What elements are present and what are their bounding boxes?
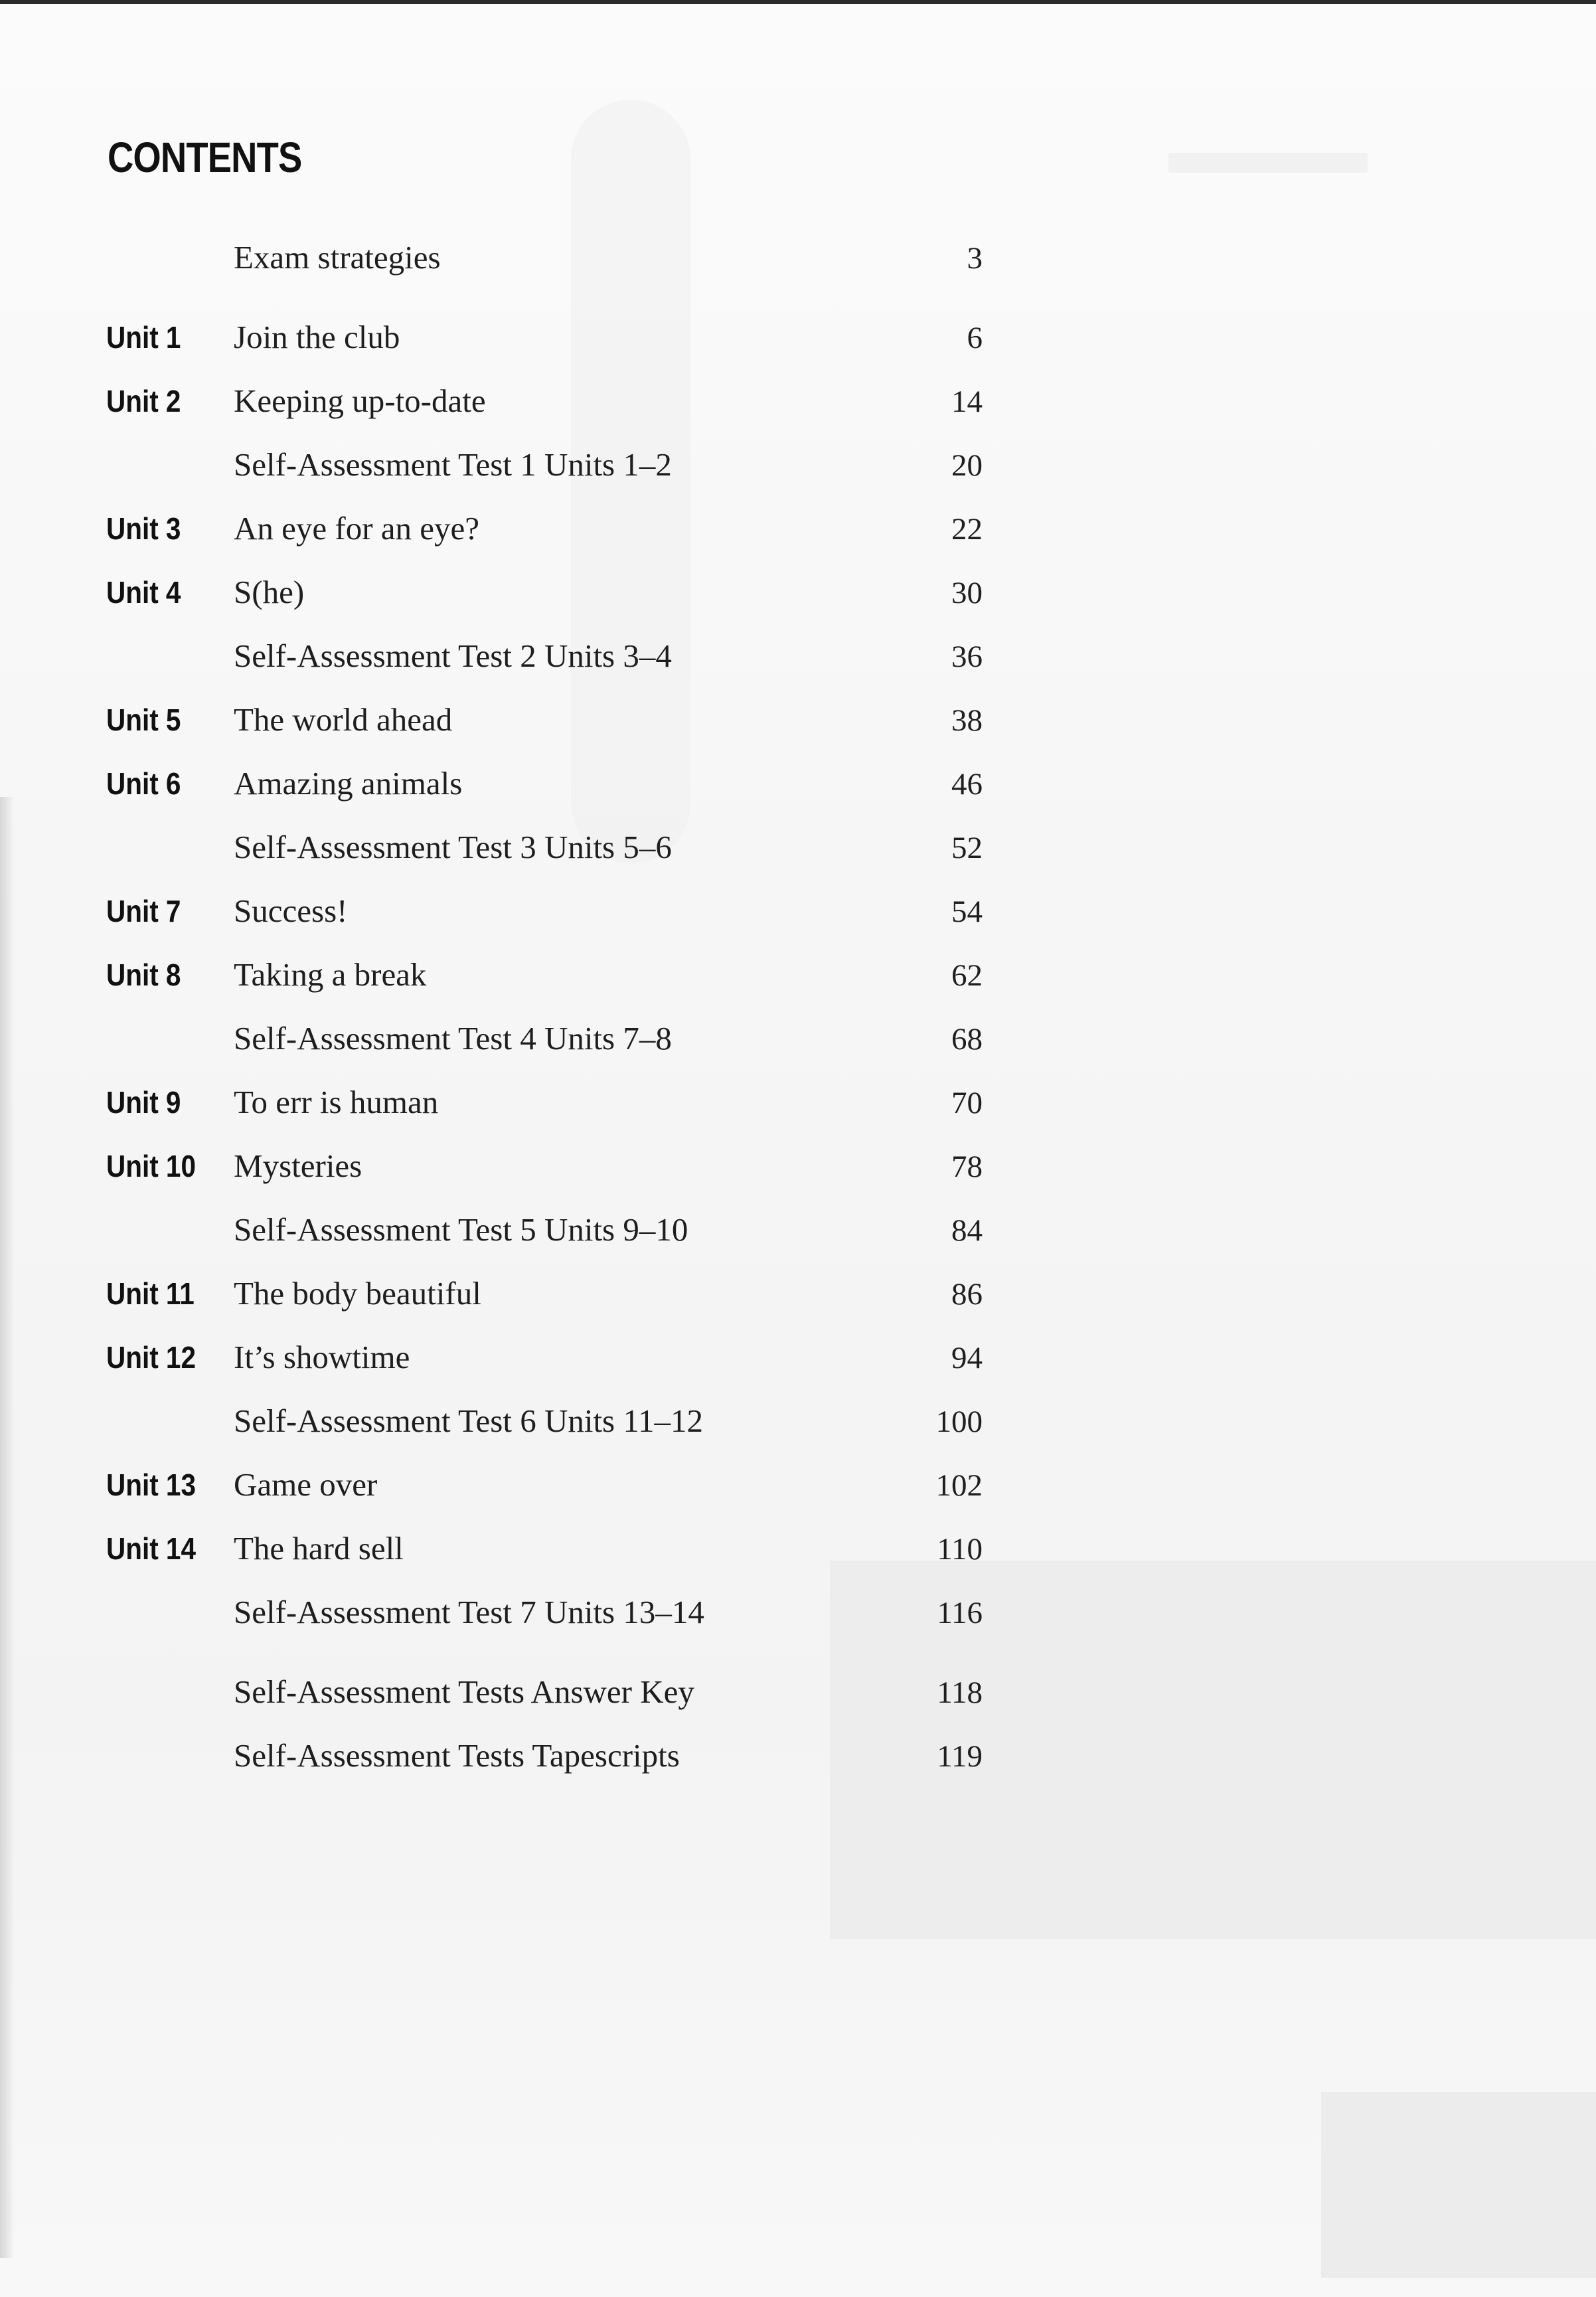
toc-entry bbox=[106, 1453, 983, 1517]
toc-entry bbox=[106, 497, 983, 560]
page-number: 14 bbox=[951, 384, 983, 419]
table-of-contents bbox=[106, 226, 983, 1788]
toc-entry bbox=[106, 879, 983, 943]
scan-top-edge bbox=[0, 0, 1596, 4]
unit-label: Unit 11 bbox=[106, 1276, 195, 1311]
entry-title: Self-Assessment Test 3 Units 5–6 bbox=[234, 829, 672, 865]
toc-entry bbox=[106, 560, 983, 624]
page-number: 20 bbox=[951, 448, 983, 483]
page-number: 30 bbox=[951, 576, 983, 610]
unit-label: Unit 1 bbox=[106, 320, 181, 355]
entry-title: Self-Assessment Test 7 Units 13–14 bbox=[234, 1594, 704, 1630]
unit-label: Unit 6 bbox=[106, 766, 181, 801]
page-number: 62 bbox=[951, 958, 983, 993]
toc-entry bbox=[106, 1325, 983, 1389]
unit-label: Unit 10 bbox=[106, 1149, 196, 1183]
entry-title: Taking a break bbox=[234, 956, 427, 993]
toc-entry bbox=[106, 1262, 983, 1325]
toc-entry bbox=[106, 369, 983, 433]
unit-label: Unit 2 bbox=[106, 384, 181, 418]
page-number: 78 bbox=[951, 1149, 983, 1184]
page-title: CONTENTS bbox=[108, 133, 302, 181]
entry-title: Keeping up-to-date bbox=[234, 383, 486, 419]
page-number: 94 bbox=[951, 1341, 983, 1375]
entry-title: Self-Assessment Test 6 Units 11–12 bbox=[234, 1403, 704, 1439]
toc-entry bbox=[106, 305, 983, 369]
entry-title: Join the club bbox=[234, 319, 400, 355]
page-number: 54 bbox=[951, 894, 983, 929]
toc-entry bbox=[106, 943, 983, 1007]
page-number: 38 bbox=[951, 703, 983, 738]
entry-title: Self-Assessment Tests Tapescripts bbox=[234, 1737, 680, 1774]
unit-label: Unit 5 bbox=[106, 703, 181, 737]
entry-title: An eye for an eye? bbox=[234, 510, 480, 547]
entry-title: Self-Assessment Tests Answer Key bbox=[234, 1673, 694, 1710]
entry-title: The body beautiful bbox=[234, 1275, 481, 1312]
toc-entry bbox=[106, 433, 983, 497]
toc-entry bbox=[106, 624, 983, 688]
entry-title: It’s showtime bbox=[234, 1339, 410, 1375]
toc-entry bbox=[106, 1724, 983, 1788]
toc-entry bbox=[106, 1070, 983, 1134]
unit-label: Unit 13 bbox=[106, 1468, 196, 1502]
unit-label: Unit 8 bbox=[106, 958, 181, 992]
page-number: 100 bbox=[935, 1404, 983, 1439]
toc-entry bbox=[106, 1007, 983, 1070]
page-number: 3 bbox=[967, 241, 983, 276]
entry-title: The hard sell bbox=[234, 1530, 404, 1567]
toc-entry bbox=[106, 1660, 983, 1724]
page-number: 70 bbox=[951, 1086, 983, 1120]
entry-title: To err is human bbox=[234, 1084, 439, 1120]
entry-title: Self-Assessment Test 4 Units 7–8 bbox=[234, 1020, 672, 1057]
page-number: 102 bbox=[935, 1468, 983, 1503]
show-through-corner bbox=[1321, 2092, 1596, 2278]
page-number: 118 bbox=[937, 1675, 983, 1710]
unit-label: Unit 9 bbox=[106, 1085, 181, 1120]
entry-title: Amazing animals bbox=[234, 765, 463, 802]
toc-entry bbox=[106, 1198, 983, 1262]
entry-title: Exam strategies bbox=[234, 239, 441, 276]
page-number: 36 bbox=[951, 639, 983, 674]
entry-title: Mysteries bbox=[234, 1148, 362, 1184]
page-number: 46 bbox=[951, 767, 983, 802]
page-number: 116 bbox=[937, 1596, 983, 1630]
unit-label: Unit 7 bbox=[106, 894, 181, 928]
page-number: 110 bbox=[937, 1532, 983, 1567]
toc-entry bbox=[106, 1389, 983, 1453]
unit-label: Unit 3 bbox=[106, 511, 181, 546]
unit-label: Unit 12 bbox=[106, 1340, 196, 1375]
entry-title: S(he) bbox=[234, 574, 305, 610]
page-number: 52 bbox=[951, 831, 983, 865]
entry-title: Self-Assessment Test 1 Units 1–2 bbox=[234, 446, 672, 483]
toc-entry bbox=[106, 1580, 983, 1644]
entry-title: Success! bbox=[234, 893, 348, 929]
page-number: 22 bbox=[951, 512, 983, 547]
page-number: 84 bbox=[951, 1213, 983, 1248]
entry-title: The world ahead bbox=[234, 701, 453, 738]
entry-title: Game over bbox=[234, 1466, 378, 1503]
page-number: 86 bbox=[951, 1277, 983, 1312]
toc-entry bbox=[106, 1517, 983, 1580]
toc-entry bbox=[106, 688, 983, 752]
toc-entry bbox=[106, 815, 983, 879]
page-number: 6 bbox=[967, 321, 983, 355]
entry-title: Self-Assessment Test 5 Units 9–10 bbox=[234, 1211, 688, 1248]
toc-entry bbox=[106, 1134, 983, 1198]
toc-entry bbox=[106, 752, 983, 815]
entry-title: Self-Assessment Test 2 Units 3–4 bbox=[234, 638, 672, 674]
unit-label: Unit 4 bbox=[106, 575, 181, 610]
page-number: 68 bbox=[951, 1022, 983, 1057]
show-through-mark bbox=[1168, 153, 1368, 173]
toc-entry bbox=[106, 226, 983, 290]
page-number: 119 bbox=[937, 1739, 983, 1774]
scan-left-shadow bbox=[0, 797, 15, 2258]
unit-label: Unit 14 bbox=[106, 1531, 196, 1566]
